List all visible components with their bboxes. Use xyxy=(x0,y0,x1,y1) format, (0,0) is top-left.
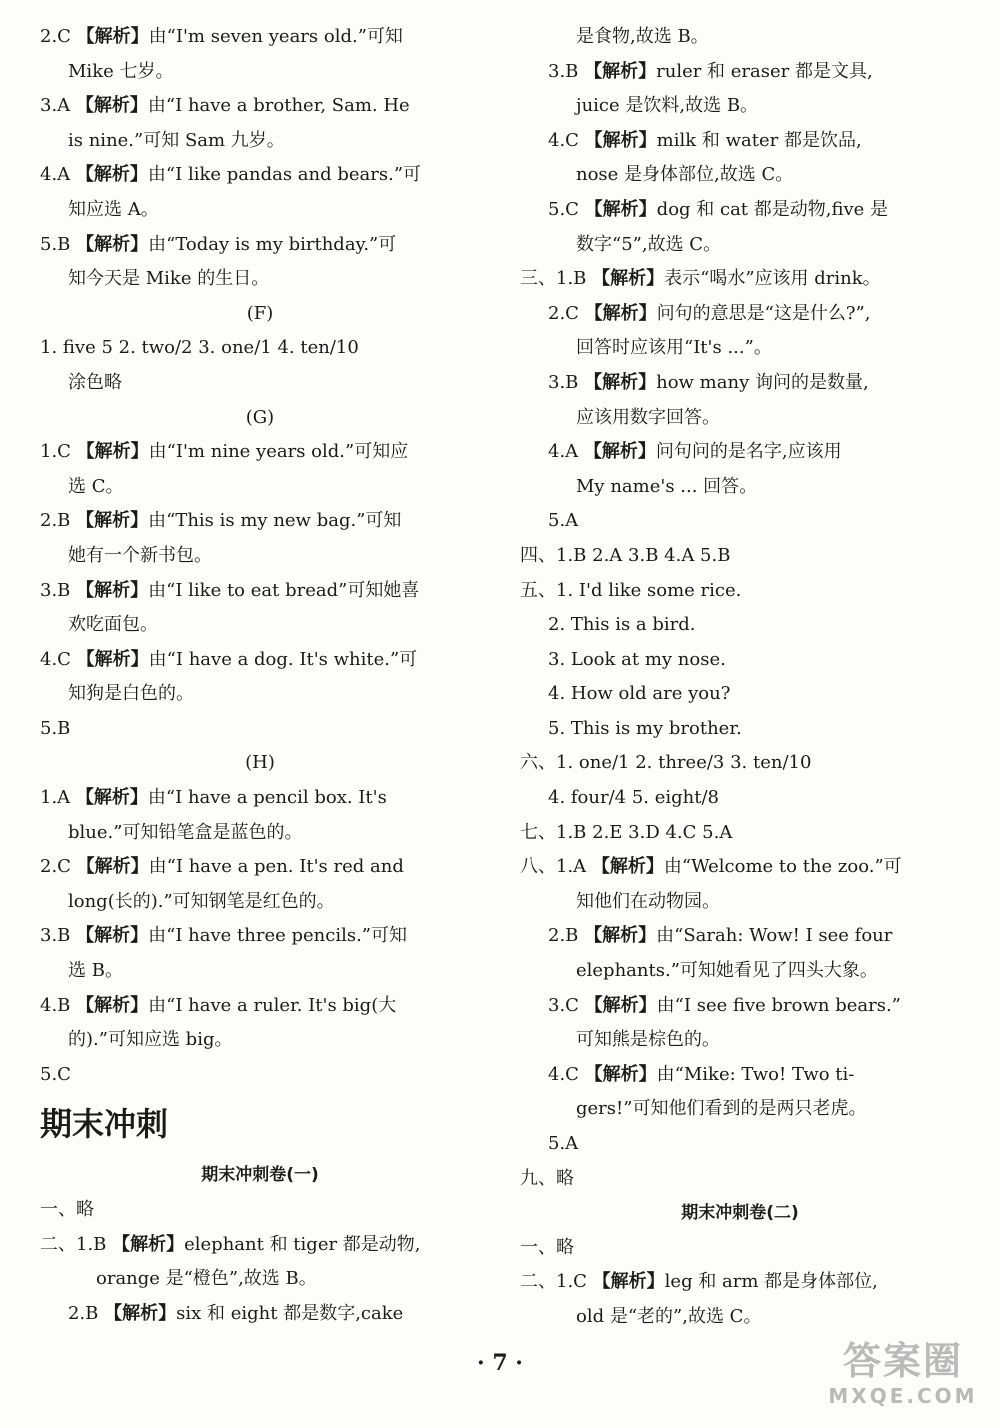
answer-line: 数字“5”,故选 C。 xyxy=(576,233,722,255)
answer-line: 五、1. I'd like some rice. xyxy=(520,579,742,601)
answer-line: 1.C 【解析】由“I'm nine years old.”可知应 xyxy=(40,441,409,463)
answer-line: juice 是饮料,故选 B。 xyxy=(576,95,759,117)
page-number: · 7 · xyxy=(477,1350,523,1376)
answer-line: old 是“老的”,故选 C。 xyxy=(576,1305,762,1327)
answer-line: 一、略 xyxy=(40,1199,94,1220)
answer-line: 4.C 【解析】由“Mike: Two! Two ti- xyxy=(548,1063,855,1085)
answer-line: 她有一个新书包。 xyxy=(68,544,212,566)
answer-line: 3.B 【解析】ruler 和 eraser 都是文具, xyxy=(548,60,873,82)
answer-line: blue.”可知铅笔盒是蓝色的。 xyxy=(68,821,303,843)
answer-line: is nine.”可知 Sam 九岁。 xyxy=(68,129,285,151)
answer-line: elephants.”可知她看见了四头大象。 xyxy=(576,960,878,982)
answer-line: 5.C 【解析】dog 和 cat 都是动物,five 是 xyxy=(548,198,889,220)
answer-line: 4.A 【解析】问句问的是名字,应该用 xyxy=(548,441,842,463)
answer-line: 知他们在动物园。 xyxy=(576,890,720,912)
answer-line: 2.C 【解析】由“I'm seven years old.”可知 xyxy=(40,26,403,47)
exam-title: 期末冲刺卷(二) xyxy=(681,1203,799,1224)
answer-line: 2.B 【解析】由“Sarah: Wow! I see four xyxy=(548,925,893,947)
answer-line: 知应选 A。 xyxy=(68,198,159,220)
answer-line: gers!”可知他们看到的是两只老虎。 xyxy=(576,1098,867,1120)
answer-line: 5.C xyxy=(40,1063,71,1085)
watermark: 答案圈 MXQE.COM xyxy=(828,1339,978,1408)
answer-line: long(长的).”可知钢笔是红色的。 xyxy=(68,890,335,912)
answer-line: Mike 七岁。 xyxy=(68,60,174,82)
answer-line: 二、1.B 【解析】elephant 和 tiger 都是动物, xyxy=(40,1233,421,1255)
answer-line: 2.B 【解析】由“This is my new bag.”可知 xyxy=(40,510,402,532)
answer-line: 4.C 【解析】由“I have a dog. It's white.”可 xyxy=(40,648,418,670)
answer-line: 知今天是 Mike 的生日。 xyxy=(68,268,270,290)
answer-line: 欢吃面包。 xyxy=(68,614,158,636)
answer-line: 涂色略 xyxy=(68,371,122,393)
answer-line: 回答时应该用“It's ...”。 xyxy=(576,337,772,359)
answer-line: 3.B 【解析】由“I have three pencils.”可知 xyxy=(40,925,408,947)
section-label: (G) xyxy=(245,406,275,428)
answer-line: 3.B 【解析】由“I like to eat bread”可知她喜 xyxy=(40,579,420,601)
answer-line: nose 是身体部位,故选 C。 xyxy=(576,164,794,186)
answer-line: 二、1.C 【解析】leg 和 arm 都是身体部位, xyxy=(520,1271,878,1293)
answer-line: 四、1.B 2.A 3.B 4.A 5.B xyxy=(520,544,731,566)
answer-line: 2. This is a bird. xyxy=(548,614,696,636)
answer-line: 5.A xyxy=(548,510,579,532)
answer-line: 2.C 【解析】问句的意思是“这是什么?”, xyxy=(548,302,871,324)
answer-line: 七、1.B 2.E 3.D 4.C 5.A xyxy=(520,821,733,843)
answer-line: 4.C 【解析】milk 和 water 都是饮品, xyxy=(548,129,862,151)
answer-line: 2.B 【解析】six 和 eight 都是数字,cake xyxy=(68,1302,404,1324)
answer-line: 3.C 【解析】由“I see five brown bears.” xyxy=(548,994,901,1016)
answer-line: 选 C。 xyxy=(68,475,124,497)
answer-line: 1.A 【解析】由“I have a pencil box. It's xyxy=(40,787,387,809)
answer-line: 一、略 xyxy=(520,1236,574,1258)
section-title: 期末冲刺 xyxy=(40,1105,169,1144)
answer-line: 2.C 【解析】由“I have a pen. It's red and xyxy=(40,856,404,878)
answer-line: 八、1.A 【解析】由“Welcome to the zoo.”可 xyxy=(520,856,902,878)
answer-line: 知狗是白色的。 xyxy=(68,683,194,705)
answer-line: 4. How old are you? xyxy=(548,683,731,705)
answer-line: 5.B 【解析】由“Today is my birthday.”可 xyxy=(40,233,397,255)
answer-line: 3.B 【解析】how many 询问的是数量, xyxy=(548,371,869,393)
answer-line: 5. This is my brother. xyxy=(548,717,742,739)
left-column xyxy=(40,20,480,1331)
answer-line: 三、1.B 【解析】表示“喝水”应该用 drink。 xyxy=(520,268,881,290)
answer-line: 的).”可知应选 big。 xyxy=(68,1029,233,1051)
answer-line: 4.B 【解析】由“I have a ruler. It's big(大 xyxy=(40,994,397,1016)
exam-title: 期末冲刺卷(一) xyxy=(201,1165,319,1186)
answer-line: orange 是“橙色”,故选 B。 xyxy=(96,1268,317,1290)
answer-line: 九、略 xyxy=(520,1167,574,1189)
answer-line: My name's ... 回答。 xyxy=(576,475,758,497)
section-label: (H) xyxy=(245,752,275,774)
right-column xyxy=(520,20,960,1335)
section-label: (F) xyxy=(246,302,274,324)
answer-line: 是食物,故选 B。 xyxy=(576,26,709,47)
answer-line: 3.A 【解析】由“I have a brother, Sam. He xyxy=(40,95,410,117)
answer-line: 4. four/4 5. eight/8 xyxy=(548,787,719,809)
answer-line: 应该用数字回答。 xyxy=(576,406,720,428)
answer-line: 4.A 【解析】由“I like pandas and bears.”可 xyxy=(40,164,422,186)
answer-line: 5.A xyxy=(548,1133,579,1154)
answer-line: 1. five 5 2. two/2 3. one/1 4. ten/10 xyxy=(40,337,359,359)
answer-line: 可知熊是棕色的。 xyxy=(576,1029,720,1051)
answer-line: 选 B。 xyxy=(68,960,123,982)
answer-line: 六、1. one/1 2. three/3 3. ten/10 xyxy=(520,752,812,774)
answer-line: 5.B xyxy=(40,717,71,739)
answer-line: 3. Look at my nose. xyxy=(548,648,726,670)
